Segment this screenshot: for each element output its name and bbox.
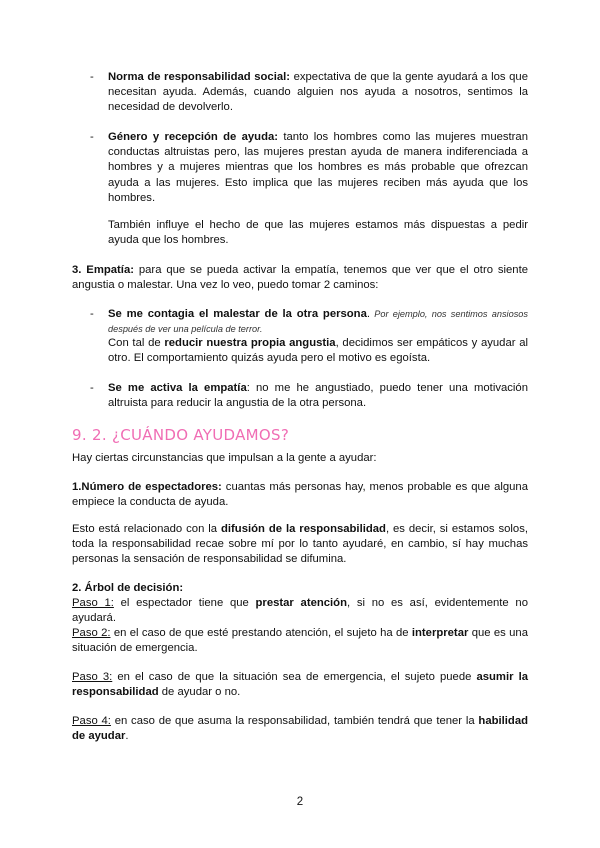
paso-label: Paso 1: (72, 597, 114, 609)
bullet-norma-responsabilidad (108, 70, 528, 116)
body-text: : no me he angustiado, puedo tener una motivación altruista para reducir la angustia de la otra persona. (108, 382, 528, 410)
paso-label: Paso 2: (72, 627, 111, 639)
term: Se me contagia el malestar de la otra persona (108, 308, 367, 320)
bullet-genero-recepcion (108, 130, 528, 206)
text-b: asumir la responsabilidad (72, 671, 529, 699)
paso-label: Paso 3: (72, 671, 113, 683)
text-b: difusión de la responsabilidad (221, 523, 386, 535)
bullet-contagio-detail (108, 336, 528, 366)
term: Género y recepción de ayuda: (108, 131, 279, 143)
text-c: , si no es así, evidentemente no ayudará. (72, 597, 528, 625)
term: 1.Número de espectadores: (72, 481, 222, 493)
text-c: , es decir, si estamos solos, toda la responsabilidad recae sobre mí por lo tanto ayudaré, en cambio, sí hay muchas personas la sensación de responsabilidad se difumina. (72, 523, 528, 566)
text-b: prestar atención (255, 597, 347, 609)
paso-2 (72, 626, 528, 656)
paso-label: Paso 4: (72, 715, 111, 727)
bullet-genero-extra: También influye el hecho de que las mujeres estamos más dispuestas a pedir ayuda que los hombres. (108, 219, 528, 247)
bullet-activa-empatia (108, 381, 528, 411)
page-number: 2 (296, 796, 304, 808)
numero-espectadores (72, 480, 528, 510)
paso-4 (72, 714, 528, 744)
text-b: habilidad de ayudar (72, 715, 529, 743)
arbol-decision-title (72, 581, 528, 596)
body-text: tanto los hombres como las mujeres muestran conductas altruistas pero, las mujeres prestan ayuda de manera indiferenciada a hombres y a mujeres mientras que los hombres es más probable que ofrezcan ayuda a las mujeres. Esto implica que las mujeres reciben más ayuda que los hombres. (108, 131, 528, 204)
dot: . (366, 308, 371, 320)
body-text: cuantas más personas hay, menos probable es que alguna empiece la conducta de ayuda. (72, 481, 528, 509)
text-c: . (125, 730, 129, 743)
bullet-contagio-malestar (108, 307, 528, 337)
body-text: para que se pueda activar la empatía, tenemos que ver que el otro siente angustia o malestar. Una vez lo veo, puedo tomar 2 caminos: (72, 264, 528, 292)
term: Norma de responsabilidad social: (108, 71, 291, 83)
text-a: Con tal de (108, 337, 165, 349)
paso-3 (72, 670, 528, 700)
text-a: en el caso de que la situación sea de emergencia, el sujeto puede (112, 671, 477, 683)
example-text: Por ejemplo, nos sentimos ansiosos después de ver una película de terror. (108, 309, 528, 335)
section-empatia (72, 263, 528, 293)
section-heading: 9. 2. ¿CUÁNDO AYUDAMOS? (72, 426, 290, 444)
term: Se me activa la empatía (108, 382, 247, 394)
text-c: de ayudar o no. (158, 686, 241, 699)
text-a: Esto está relacionado con la (72, 523, 221, 535)
bullet-dash: - (90, 131, 94, 143)
text-a: en caso de que asuma la responsabilidad, también tendrá que tener la (110, 715, 479, 727)
bullet-dash: - (90, 71, 94, 83)
text-a: en el caso de que esté prestando atención, el sujeto ha de (110, 627, 412, 639)
text-b: interpretar (411, 627, 469, 639)
intro-text: Hay ciertas circunstancias que impulsan a la gente a ayudar: (72, 452, 377, 464)
text-a: el espectador tiene que (113, 597, 256, 609)
text-b: reducir nuestra propia angustia (164, 337, 336, 349)
bullet-dash: - (90, 382, 94, 394)
term: 2. Árbol de decisión: (72, 582, 184, 594)
difusion-responsabilidad (72, 522, 528, 568)
body-text: expectativa de que la gente ayudará a los que necesitan ayuda. Además, cuando alguien nos ayuda a nosotros, sentimos la necesidad de devolverlo. (108, 71, 528, 114)
bullet-dash: - (90, 308, 94, 320)
paso-1 (72, 596, 528, 626)
term: 3. Empatía: (72, 264, 134, 276)
text-c: , decidimos ser empáticos y ayudar al otro. El comportamiento quizás ayuda pero el motivo es egoísta. (108, 337, 528, 365)
text-c: que es una situación de emergencia. (72, 627, 528, 655)
